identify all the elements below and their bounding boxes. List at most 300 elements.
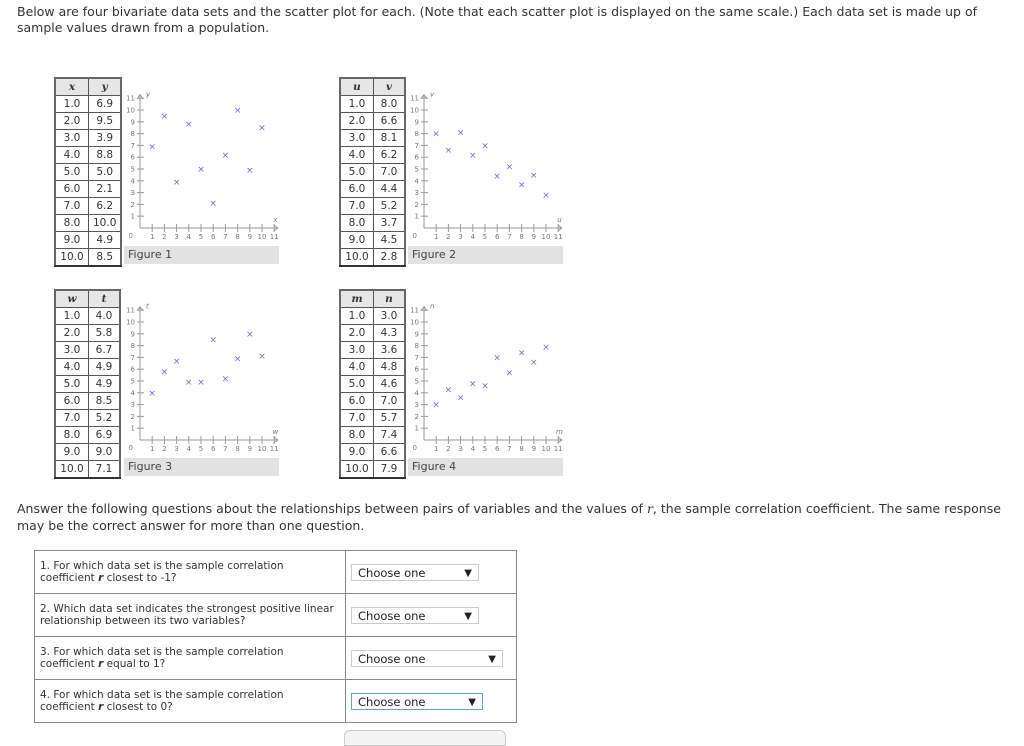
scatter-plot-1 bbox=[124, 82, 284, 241]
x-tick-label: 5 bbox=[198, 445, 204, 453]
table-cell: 5.2 bbox=[374, 198, 406, 215]
y-tick-label: 2 bbox=[414, 200, 419, 209]
table-row bbox=[55, 198, 121, 215]
x-tick-label: 10 bbox=[541, 233, 551, 241]
column-header: x bbox=[55, 78, 89, 96]
x-tick-label: 1 bbox=[433, 445, 439, 453]
intro-text: Below are four bivariate data sets and the scatter plot for each. (Note that each scatter plot is displayed on the same scale.) Each data set is made up of sample values drawn from a population. bbox=[17, 4, 978, 35]
x-tick-label: 6 bbox=[494, 233, 500, 241]
table-row bbox=[55, 96, 121, 113]
origin-label: 0 bbox=[412, 444, 417, 452]
data-point: × bbox=[148, 142, 156, 153]
figure-caption: Figure 3 bbox=[124, 458, 279, 476]
y-tick-label: 9 bbox=[130, 330, 135, 339]
x-tick-label: 9 bbox=[531, 445, 537, 453]
x-tick-label: 9 bbox=[531, 233, 537, 241]
y-tick-label: 3 bbox=[414, 189, 419, 198]
x-tick-label: 11 bbox=[269, 445, 279, 453]
x-tick-label: 1 bbox=[149, 233, 155, 241]
table-cell: 5.0 bbox=[340, 164, 374, 181]
x-tick-label: 4 bbox=[470, 445, 476, 453]
data-point: × bbox=[148, 388, 156, 399]
y-tick-label: 11 bbox=[126, 94, 135, 103]
table-cell: 5.7 bbox=[374, 410, 406, 427]
y-tick-label: 10 bbox=[126, 106, 135, 115]
x-tick-label: 6 bbox=[210, 233, 216, 241]
table-row bbox=[340, 249, 405, 267]
y-axis-label: y bbox=[146, 90, 151, 99]
table-cell: 10.0 bbox=[340, 461, 374, 479]
data-point: × bbox=[542, 190, 550, 201]
y-tick-label: 8 bbox=[130, 342, 135, 351]
table-cell: 8.5 bbox=[89, 393, 121, 410]
question-2 bbox=[35, 594, 346, 637]
table-cell: 7.0 bbox=[374, 164, 406, 181]
table-row bbox=[340, 215, 405, 232]
answer-4-cell bbox=[346, 680, 517, 723]
table-cell: 6.2 bbox=[374, 147, 406, 164]
r-symbol: r bbox=[98, 701, 104, 713]
table-cell: 5.2 bbox=[89, 410, 121, 427]
table-cell: 3.6 bbox=[374, 342, 406, 359]
x-tick-label: 3 bbox=[174, 445, 179, 453]
table-cell: 3.7 bbox=[374, 215, 406, 232]
table-cell: 9.0 bbox=[340, 444, 374, 461]
table-row bbox=[340, 427, 405, 444]
table-cell: 2.0 bbox=[55, 325, 89, 342]
table-row bbox=[55, 215, 121, 232]
table-cell: 4.4 bbox=[374, 181, 406, 198]
table-cell: 5.8 bbox=[89, 325, 121, 342]
data-point: × bbox=[493, 353, 501, 364]
table-row bbox=[55, 181, 121, 198]
table-cell: 7.9 bbox=[374, 461, 406, 479]
table-cell: 6.2 bbox=[89, 198, 122, 215]
x-axis-label: x bbox=[273, 216, 278, 224]
question-2-text: 2. Which data set indicates the strongest positive linear relationship between its two variables? bbox=[40, 603, 334, 627]
question-3-text-end: equal to 1? bbox=[103, 658, 166, 670]
answer-4-value: Choose one bbox=[358, 694, 426, 709]
y-axis-label: n bbox=[430, 302, 435, 311]
table-row bbox=[340, 181, 405, 198]
table-cell: 2.0 bbox=[340, 113, 374, 130]
table-cell: 6.0 bbox=[340, 181, 374, 198]
table-row bbox=[340, 359, 405, 376]
table-cell: 8.5 bbox=[89, 249, 122, 267]
table-cell: 3.0 bbox=[55, 130, 89, 147]
table-row bbox=[340, 147, 405, 164]
question-1 bbox=[35, 551, 346, 594]
table-row bbox=[55, 147, 121, 164]
question-3-text: 3. For which data set is the sample correlation coefficient bbox=[40, 646, 284, 670]
table-cell: 7.1 bbox=[89, 461, 121, 479]
chevron-down-icon: ▼ bbox=[464, 610, 472, 622]
table-row bbox=[55, 325, 120, 342]
table-cell: 7.0 bbox=[55, 410, 89, 427]
x-axis-label: m bbox=[556, 428, 563, 436]
table-row bbox=[340, 444, 405, 461]
table-cell: 5.0 bbox=[340, 376, 374, 393]
data-point: × bbox=[444, 146, 453, 157]
table-row bbox=[55, 164, 121, 181]
data-point: × bbox=[469, 379, 477, 390]
x-tick-label: 8 bbox=[519, 445, 524, 453]
table-row bbox=[340, 96, 405, 113]
x-tick-label: 2 bbox=[446, 233, 451, 241]
table-cell: 6.0 bbox=[55, 181, 89, 198]
answer-3-value: Choose one bbox=[358, 651, 426, 666]
table-row bbox=[55, 376, 120, 393]
scatter-plot-3 bbox=[124, 294, 284, 453]
table-cell: 6.6 bbox=[374, 444, 406, 461]
answer-1-cell bbox=[346, 551, 517, 594]
questions-table bbox=[34, 550, 517, 723]
table-cell: 4.6 bbox=[374, 376, 406, 393]
data-point: × bbox=[160, 367, 169, 378]
table-row bbox=[340, 308, 405, 325]
table-cell: 6.9 bbox=[89, 427, 121, 444]
table-cell: 4.0 bbox=[340, 147, 374, 164]
table-header-row bbox=[340, 78, 405, 96]
x-tick-label: 6 bbox=[494, 445, 500, 453]
data-point: × bbox=[221, 374, 230, 385]
table-cell: 9.0 bbox=[55, 232, 89, 249]
answer-1-select[interactable] bbox=[351, 564, 479, 581]
table-cell: 4.0 bbox=[340, 359, 374, 376]
data-point: × bbox=[530, 170, 538, 181]
x-tick-label: 7 bbox=[507, 233, 512, 241]
y-tick-label: 7 bbox=[130, 141, 135, 150]
y-tick-label: 7 bbox=[414, 353, 419, 362]
data-point: × bbox=[246, 166, 254, 177]
data-table-2 bbox=[339, 77, 406, 267]
y-tick-label: 2 bbox=[130, 200, 135, 209]
table-cell: 1.0 bbox=[55, 308, 89, 325]
table-cell: 2.1 bbox=[89, 181, 122, 198]
table-cell: 6.0 bbox=[55, 393, 89, 410]
y-tick-label: 3 bbox=[414, 401, 419, 410]
table-cell: 4.0 bbox=[55, 359, 89, 376]
answer-3-select[interactable] bbox=[351, 650, 503, 667]
data-point: × bbox=[233, 106, 242, 116]
answer-4-select[interactable] bbox=[351, 693, 483, 710]
table-cell: 6.9 bbox=[89, 96, 122, 113]
data-point: × bbox=[258, 352, 266, 363]
table-cell: 2.0 bbox=[340, 325, 374, 342]
table-row bbox=[340, 113, 405, 130]
x-tick-label: 7 bbox=[507, 445, 512, 453]
x-tick-label: 6 bbox=[210, 445, 216, 453]
table-header-row bbox=[340, 290, 405, 308]
y-tick-label: 6 bbox=[414, 365, 419, 374]
figure-caption: Figure 4 bbox=[408, 458, 563, 476]
x-tick-label: 2 bbox=[162, 233, 167, 241]
table-cell: 2.8 bbox=[374, 249, 406, 267]
table-cell: 4.3 bbox=[374, 325, 406, 342]
data-point: × bbox=[505, 162, 514, 173]
column-header: u bbox=[340, 78, 374, 96]
r-symbol: r bbox=[646, 501, 653, 516]
answer-2-value: Choose one bbox=[358, 608, 426, 623]
data-point: × bbox=[185, 378, 193, 389]
question-1-text: 1. For which data set is the sample correlation coefficient bbox=[40, 560, 284, 584]
table-cell: 9.0 bbox=[340, 232, 374, 249]
table-cell: 7.0 bbox=[374, 393, 406, 410]
table-row bbox=[55, 249, 121, 267]
figure-caption: Figure 2 bbox=[408, 246, 563, 264]
x-tick-label: 7 bbox=[223, 233, 228, 241]
question-1-text-end: closest to -1? bbox=[103, 572, 177, 584]
table-row bbox=[55, 342, 120, 359]
chevron-down-icon: ▼ bbox=[488, 653, 496, 665]
data-point: × bbox=[246, 329, 254, 340]
x-axis-label: w bbox=[272, 428, 279, 436]
column-header: n bbox=[374, 290, 406, 308]
data-point: × bbox=[258, 123, 266, 134]
table-cell: 3.0 bbox=[340, 342, 374, 359]
table-row bbox=[55, 113, 121, 130]
next-control[interactable] bbox=[344, 730, 506, 746]
table-cell: 4.0 bbox=[55, 147, 89, 164]
x-tick-label: 10 bbox=[541, 445, 551, 453]
r-symbol: r bbox=[98, 572, 104, 584]
x-tick-label: 4 bbox=[186, 445, 192, 453]
table-cell: 8.0 bbox=[374, 96, 406, 113]
y-tick-label: 8 bbox=[414, 342, 419, 351]
question-row bbox=[35, 551, 517, 594]
data-point: × bbox=[209, 335, 217, 346]
data-point: × bbox=[221, 150, 230, 161]
question-intro-text-a: Answer the following questions about the relationships between pairs of variables and the values of bbox=[17, 501, 647, 516]
table-row bbox=[340, 325, 405, 342]
origin-label: 0 bbox=[128, 444, 133, 452]
x-axis-label: u bbox=[557, 216, 562, 224]
y-axis-label: t bbox=[146, 302, 149, 311]
data-point: × bbox=[456, 393, 465, 404]
table-row bbox=[55, 232, 121, 249]
data-point: × bbox=[432, 129, 440, 140]
x-tick-label: 5 bbox=[482, 445, 488, 453]
y-axis-label: v bbox=[430, 90, 435, 99]
y-tick-label: 11 bbox=[126, 306, 135, 315]
x-tick-label: 11 bbox=[553, 233, 563, 241]
data-table-4 bbox=[339, 289, 406, 479]
table-cell: 8.0 bbox=[340, 215, 374, 232]
table-cell: 5.0 bbox=[89, 164, 122, 181]
x-tick-label: 3 bbox=[458, 233, 463, 241]
data-point: × bbox=[209, 199, 217, 210]
data-point: × bbox=[444, 385, 453, 396]
table-cell: 7.4 bbox=[374, 427, 406, 444]
y-tick-label: 10 bbox=[126, 318, 135, 327]
chevron-down-icon: ▼ bbox=[464, 567, 472, 579]
answer-2-cell bbox=[346, 594, 517, 637]
table-cell: 8.0 bbox=[340, 427, 374, 444]
data-point: × bbox=[185, 120, 193, 131]
table-cell: 3.9 bbox=[89, 130, 122, 147]
y-tick-label: 7 bbox=[130, 353, 135, 362]
y-tick-label: 5 bbox=[130, 377, 135, 386]
x-tick-label: 11 bbox=[553, 445, 563, 453]
y-tick-label: 2 bbox=[414, 412, 419, 421]
table-cell: 7.0 bbox=[340, 198, 374, 215]
question-intro-text-b: , the sample correlation coefficient. The same response may be the correct answer for more than one question. bbox=[17, 501, 1001, 533]
x-tick-label: 8 bbox=[235, 233, 240, 241]
y-tick-label: 8 bbox=[130, 130, 135, 139]
y-tick-label: 4 bbox=[130, 177, 135, 186]
data-point: × bbox=[493, 172, 501, 183]
x-tick-label: 7 bbox=[223, 445, 228, 453]
column-header: v bbox=[374, 78, 406, 96]
table-cell: 4.0 bbox=[89, 308, 121, 325]
y-tick-label: 7 bbox=[414, 141, 419, 150]
table-cell: 6.7 bbox=[89, 342, 121, 359]
table-row bbox=[340, 410, 405, 427]
table-row bbox=[340, 393, 405, 410]
question-4-text-end: closest to 0? bbox=[103, 701, 173, 713]
x-tick-label: 2 bbox=[162, 445, 167, 453]
data-point: × bbox=[197, 165, 205, 175]
table-cell: 9.0 bbox=[89, 444, 121, 461]
table-row bbox=[340, 198, 405, 215]
table-cell: 4.9 bbox=[89, 376, 121, 393]
table-row bbox=[55, 308, 120, 325]
y-tick-label: 4 bbox=[130, 389, 135, 398]
data-point: × bbox=[517, 348, 526, 359]
table-cell: 1.0 bbox=[55, 96, 89, 113]
x-tick-label: 5 bbox=[482, 233, 488, 241]
table-row bbox=[340, 232, 405, 249]
table-cell: 9.0 bbox=[55, 444, 89, 461]
table-cell: 8.1 bbox=[374, 130, 406, 147]
data-point: × bbox=[172, 177, 181, 188]
y-tick-label: 3 bbox=[130, 189, 135, 198]
y-tick-label: 9 bbox=[130, 118, 135, 127]
column-header: t bbox=[89, 290, 121, 308]
data-table-1 bbox=[54, 77, 122, 267]
table-row bbox=[55, 427, 120, 444]
question-row bbox=[35, 680, 517, 723]
data-point: × bbox=[530, 358, 538, 369]
table-row bbox=[340, 461, 405, 479]
table-cell: 3.0 bbox=[340, 130, 374, 147]
y-tick-label: 10 bbox=[410, 106, 419, 115]
y-tick-label: 1 bbox=[414, 424, 419, 433]
x-tick-label: 3 bbox=[174, 233, 179, 241]
y-tick-label: 1 bbox=[130, 212, 135, 221]
y-tick-label: 4 bbox=[414, 389, 419, 398]
table-header-row bbox=[55, 290, 120, 308]
data-point: × bbox=[517, 180, 526, 191]
y-tick-label: 11 bbox=[410, 306, 419, 315]
y-tick-label: 8 bbox=[414, 130, 419, 139]
r-symbol: r bbox=[98, 658, 104, 670]
figure-caption: Figure 1 bbox=[124, 246, 279, 264]
question-4-text: 4. For which data set is the sample correlation coefficient bbox=[40, 689, 284, 713]
scatter-plot-2 bbox=[408, 82, 568, 241]
table-row bbox=[340, 164, 405, 181]
table-cell: 4.8 bbox=[374, 359, 406, 376]
table-cell: 9.5 bbox=[89, 113, 122, 130]
column-header: w bbox=[55, 290, 89, 308]
answer-3-cell bbox=[346, 637, 517, 680]
origin-label: 0 bbox=[412, 232, 417, 240]
data-point: × bbox=[456, 128, 465, 139]
table-row bbox=[55, 461, 120, 479]
data-point: × bbox=[469, 150, 477, 161]
y-tick-label: 1 bbox=[130, 424, 135, 433]
data-point: × bbox=[481, 381, 489, 392]
x-tick-label: 2 bbox=[446, 445, 451, 453]
question-4 bbox=[35, 680, 346, 723]
y-tick-label: 9 bbox=[414, 118, 419, 127]
table-cell: 3.0 bbox=[55, 342, 89, 359]
table-cell: 8.0 bbox=[55, 427, 89, 444]
table-cell: 5.0 bbox=[55, 376, 89, 393]
data-point: × bbox=[505, 368, 514, 379]
y-tick-label: 6 bbox=[414, 153, 419, 162]
table-cell: 4.9 bbox=[89, 232, 122, 249]
y-tick-label: 9 bbox=[414, 330, 419, 339]
y-tick-label: 5 bbox=[414, 165, 419, 174]
table-cell: 1.0 bbox=[340, 96, 374, 113]
y-tick-label: 3 bbox=[130, 401, 135, 410]
column-header: m bbox=[340, 290, 374, 308]
table-row bbox=[55, 410, 120, 427]
x-tick-label: 5 bbox=[198, 233, 204, 241]
y-tick-label: 4 bbox=[414, 177, 419, 186]
table-row bbox=[340, 342, 405, 359]
table-cell: 10.0 bbox=[55, 249, 89, 267]
y-tick-label: 10 bbox=[410, 318, 419, 327]
table-cell: 6.6 bbox=[374, 113, 406, 130]
y-tick-label: 5 bbox=[130, 165, 135, 174]
x-tick-label: 1 bbox=[149, 445, 155, 453]
data-point: × bbox=[233, 354, 242, 365]
table-cell: 2.0 bbox=[55, 113, 89, 130]
x-tick-label: 4 bbox=[470, 233, 476, 241]
table-cell: 8.8 bbox=[89, 147, 122, 164]
data-point: × bbox=[542, 342, 550, 353]
table-cell: 3.0 bbox=[374, 308, 406, 325]
answer-2-select[interactable] bbox=[351, 607, 479, 624]
table-row bbox=[55, 393, 120, 410]
question-3 bbox=[35, 637, 346, 680]
table-cell: 8.0 bbox=[55, 215, 89, 232]
y-tick-label: 1 bbox=[414, 212, 419, 221]
chevron-down-icon: ▼ bbox=[468, 696, 476, 708]
question-intro bbox=[17, 500, 1017, 534]
x-tick-label: 9 bbox=[247, 445, 253, 453]
table-row bbox=[340, 376, 405, 393]
table-cell: 10.0 bbox=[55, 461, 89, 479]
x-tick-label: 8 bbox=[519, 233, 524, 241]
x-tick-label: 11 bbox=[269, 233, 279, 241]
data-point: × bbox=[172, 356, 181, 367]
table-cell: 6.0 bbox=[340, 393, 374, 410]
table-row bbox=[55, 130, 121, 147]
table-row bbox=[55, 359, 120, 376]
table-cell: 4.5 bbox=[374, 232, 406, 249]
data-point: × bbox=[197, 378, 205, 389]
data-point: × bbox=[160, 111, 169, 122]
scatter-plot-4 bbox=[408, 294, 568, 453]
table-cell: 7.0 bbox=[55, 198, 89, 215]
y-tick-label: 11 bbox=[410, 94, 419, 103]
table-cell: 10.0 bbox=[89, 215, 122, 232]
y-tick-label: 2 bbox=[130, 412, 135, 421]
question-row bbox=[35, 637, 517, 680]
